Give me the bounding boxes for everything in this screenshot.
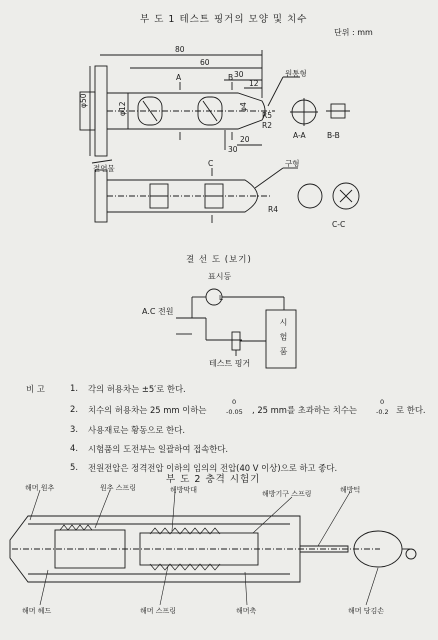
wiring-title: 결 선 도 (보기) xyxy=(186,255,252,265)
dim-30: 30 xyxy=(234,70,244,79)
note-3-text: 사용재료는 황동으로 한다. xyxy=(88,425,185,435)
dim-80: 80 xyxy=(175,45,185,54)
tester-label: 시 험 품 xyxy=(279,318,288,358)
dim-60: 60 xyxy=(200,58,210,67)
fig1-title: 부 도 1 테스트 핑거의 모양 및 치수 xyxy=(140,14,308,25)
label-release-cone: 해방기구 스프링 xyxy=(262,490,312,498)
section-c-mark: C xyxy=(208,159,214,168)
note-2-text-c: 로 한다. xyxy=(396,405,426,415)
ac-source-label: A.C 전원 xyxy=(142,307,174,316)
label-hammer-spring: 해머 원추 xyxy=(25,484,55,492)
unit-label: 단위 : mm xyxy=(334,28,373,37)
dim-12: 12 xyxy=(249,79,259,88)
note-2-tol1-bot: -0.05 xyxy=(226,408,243,416)
note-4-num: 4. xyxy=(70,443,78,453)
label-release-spring: 원추 스프링 xyxy=(100,484,137,492)
finger-label: 테스트 핑거 xyxy=(209,359,251,368)
dim-phi4: φ4 xyxy=(239,102,248,112)
sphere-label: 구형 xyxy=(285,159,300,168)
note-2-tol2-top: 0 xyxy=(380,398,385,406)
note-2-num: 2. xyxy=(70,404,78,414)
dim-30b: 30 xyxy=(228,145,238,154)
label-hand-knob: 해머 당김손 xyxy=(348,607,385,615)
note-2-text-b: , 25 mm를 초과하는 치수는 xyxy=(252,405,358,415)
note-2-tol1-top: 0 xyxy=(232,398,237,406)
section-aa-label: A-A xyxy=(293,131,306,140)
lamp-label: 표시등 xyxy=(208,272,232,281)
dim-r5: R5 xyxy=(262,111,272,120)
note-3-num: 3. xyxy=(70,424,78,434)
section-bb-label: B-B xyxy=(327,131,340,140)
label-hammer-cone: 해머축 xyxy=(236,607,257,615)
dim-20: 20 xyxy=(240,135,250,144)
section-a-mark: A xyxy=(176,73,182,82)
label-hammer-head: 해머 헤드 xyxy=(22,607,52,615)
dim-r4: R4 xyxy=(268,205,278,214)
cylinder-label: 원통형 xyxy=(285,69,307,78)
fig2-drawing xyxy=(10,490,416,605)
note-1-num: 1. xyxy=(70,383,78,393)
section-cc-label: C-C xyxy=(332,220,346,229)
label-hammer-shaft: 해방막대 xyxy=(170,486,198,494)
fig2-title: 부 도 2 충격 시험기 xyxy=(166,474,261,485)
note-2-text-a: 치수의 허용차는 25 mm 이하는 xyxy=(88,405,207,415)
insulator-label: 절연물 xyxy=(93,164,115,173)
note-5-num: 5. xyxy=(70,462,78,472)
section-b-mark: B xyxy=(228,73,234,82)
dim-phi50: φ50 xyxy=(79,93,88,108)
dim-r2: R2 xyxy=(262,121,272,130)
lamp-symbol: L xyxy=(219,294,223,302)
dim-phi12: φ12 xyxy=(118,101,127,116)
note-2-tol2-bot: -0.2 xyxy=(376,408,389,416)
notes-prefix: 비 고 xyxy=(26,384,45,394)
note-1-text: 각의 허용차는 ±5′로 한다. xyxy=(88,384,186,394)
label-hammer-spring-2: 해머 스프링 xyxy=(140,607,177,615)
label-release-knob: 해방턱 xyxy=(340,486,361,494)
note-5-text: 전원전압은 정격전압 이하의 임의의 전압(40 V 이상)으로 하고 좋다. xyxy=(88,463,338,473)
note-4-text: 시험품의 도전부는 일괄하여 접속한다. xyxy=(88,444,229,454)
